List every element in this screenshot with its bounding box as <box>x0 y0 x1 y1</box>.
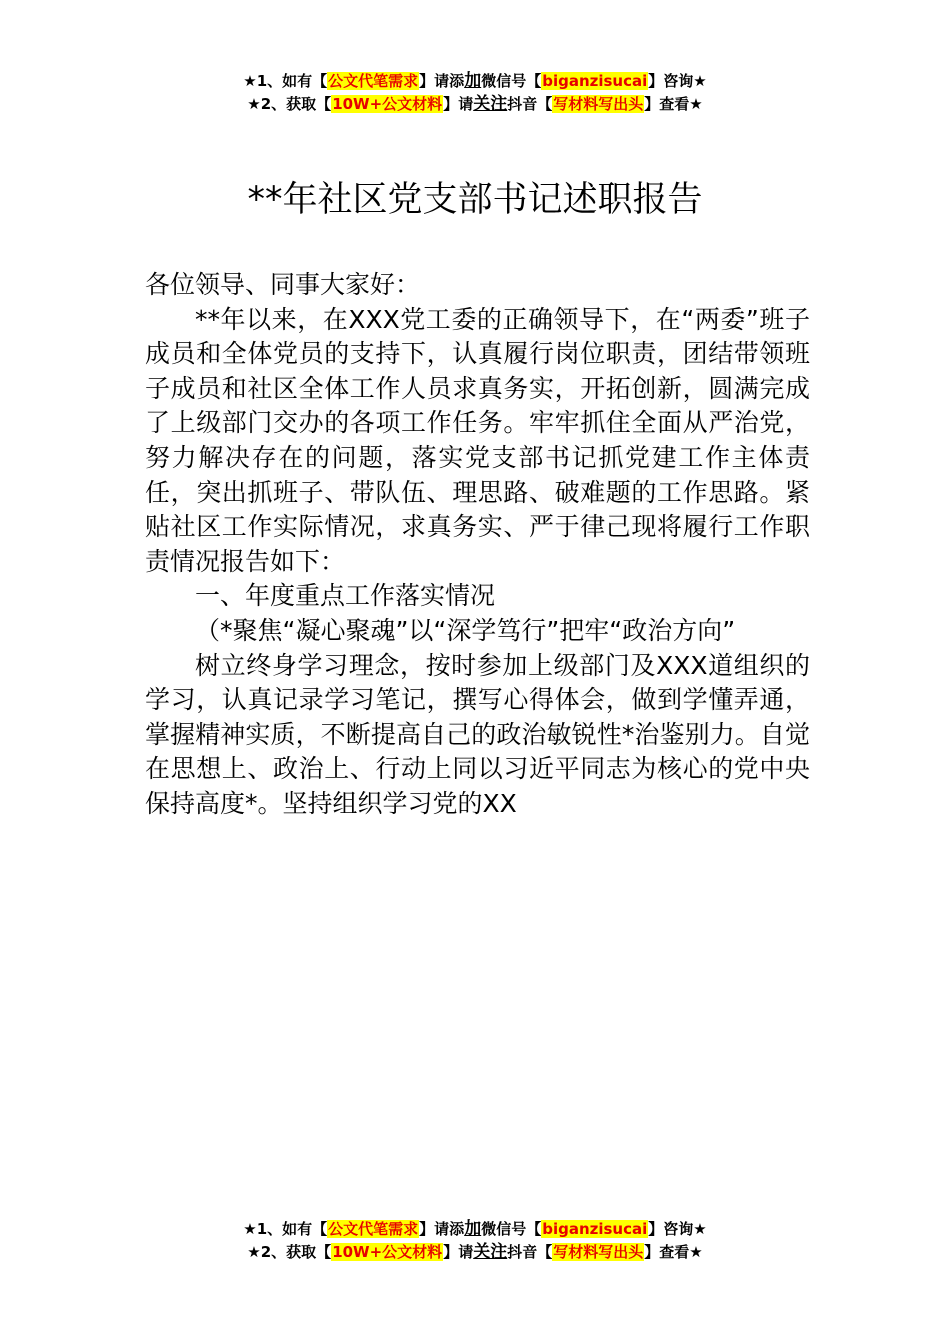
banner-text: 】咨询★ <box>648 72 707 90</box>
document-body <box>145 268 810 822</box>
banner-line-1 <box>0 70 950 93</box>
banner-line-2 <box>0 1241 950 1264</box>
banner-highlight: biganzisucai <box>542 1220 648 1238</box>
paragraph-study: 树立终身学习理念，按时参加上级部门及XXX道组织的学习，认真记录学习笔记，撰写心得体会，做到学懂弄通，掌握精神实质，不断提高自己的政治敏锐性*治鉴别力。自觉在思想上、政治上、行动上同以习近平同志为核心的党中央保持高度*。坚持组织学习党的XX <box>145 650 810 818</box>
banner-highlight: 公文代笔需求 <box>328 1220 419 1238</box>
banner-highlight: 公文代笔需求 <box>328 72 419 90</box>
banner-line-2 <box>0 93 950 116</box>
banner-text: 】请 <box>443 1243 474 1261</box>
banner-text: 抖音【 <box>507 95 553 113</box>
banner-highlight: 10W+公文材料 <box>332 1243 443 1261</box>
banner-text: 】请 <box>443 95 474 113</box>
banner-text: 】请添 <box>419 1220 465 1238</box>
banner-text: 微信号【 <box>481 1220 542 1238</box>
banner-text: 】查看★ <box>644 95 703 113</box>
banner-highlight: 写材料写出头 <box>553 95 644 113</box>
bottom-banner <box>0 1218 950 1264</box>
banner-text: 抖音【 <box>507 1243 553 1261</box>
banner-highlight: 10W+公文材料 <box>332 95 443 113</box>
banner-text: 微信号【 <box>481 72 542 90</box>
banner-underline: 加 <box>464 71 482 91</box>
banner-highlight: 写材料写出头 <box>553 1243 644 1261</box>
banner-underline: 关注 <box>473 94 508 114</box>
banner-underline: 关注 <box>473 1242 508 1262</box>
banner-underline: 加 <box>464 1219 482 1239</box>
banner-text: 】咨询★ <box>648 1220 707 1238</box>
document-title: **年社区党支部书记述职报告 <box>247 180 703 220</box>
banner-text: ★1、如有【 <box>243 72 328 90</box>
top-banner <box>0 70 950 116</box>
greeting: 各位领导、同事大家好： <box>145 270 421 299</box>
banner-text: 】请添 <box>419 72 465 90</box>
banner-highlight: biganzisucai <box>542 72 648 90</box>
banner-text: 】查看★ <box>644 1243 703 1261</box>
banner-text: ★2、获取【 <box>247 95 332 113</box>
paragraph-intro: **年以来，在XXX党工委的正确领导下，在“两委”班子成员和全体党员的支持下，认真履行岗位职责，团结带领班子成员和社区全体工作人员求真务实，开拓创新，圆满完成了上级部门交办的各项工作任务。牢牢抓住全面从严治党，努力解决存在的问题，落实党支部书记抓党建工作主体责任，突出抓班子、带队伍、理思路、破难题的工作思路。紧贴社区工作实际情况，求真务实、严于律己现将履行工作职责情况报告如下： <box>145 304 810 576</box>
banner-text: ★2、获取【 <box>247 1243 332 1261</box>
banner-text: ★1、如有【 <box>243 1220 328 1238</box>
banner-line-1 <box>0 1218 950 1241</box>
section-heading: 一、年度重点工作落实情况 <box>195 581 496 611</box>
subsection-heading: （*聚焦“凝心聚魂”以“深学笃行”把牢“政治方向” <box>195 615 736 645</box>
